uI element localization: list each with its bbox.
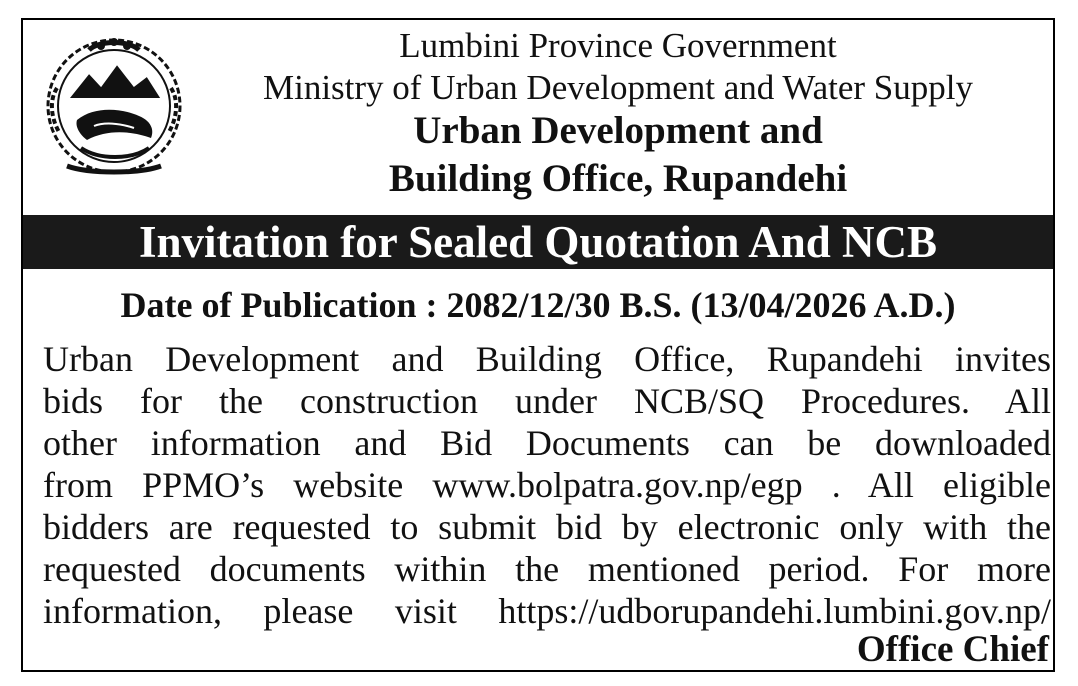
notice-title-banner: Invitation for Sealed Quotation And NCB <box>23 215 1053 269</box>
body-line: Urban Development and Building Office, Rupandehi invites <box>43 339 1051 379</box>
body-line: other information and Bid Documents can be downloaded <box>43 423 1051 463</box>
province-government-line: Lumbini Province Government <box>399 26 837 65</box>
body-line: bidders are requested to submit bid by electronic only with the <box>43 507 1051 547</box>
office-name-line-1: Urban Development and <box>413 109 823 152</box>
body-line: bids for the construction under NCB/SQ Procedures. All <box>43 381 1051 421</box>
notice-body <box>43 338 1051 632</box>
body-line: information, please visit https://udborupandehi.lumbini.gov.np/ <box>43 591 1051 631</box>
publication-date: Date of Publication : 2082/12/30 B.S. (13/04/2026 A.D.) <box>120 285 956 325</box>
signature-office-chief: Office Chief <box>856 629 1049 670</box>
office-name-line-2: Building Office, Rupandehi <box>388 157 848 200</box>
notice-header <box>23 20 1053 212</box>
ministry-line: Ministry of Urban Development and Water Supply <box>262 68 973 107</box>
body-line: requested documents within the mentioned period. For more <box>43 549 1051 589</box>
nepal-government-emblem-icon <box>39 28 189 178</box>
notice <box>21 18 1055 672</box>
body-line: from PPMO’s website www.bolpatra.gov.np/egp . All eligible <box>43 465 1051 505</box>
